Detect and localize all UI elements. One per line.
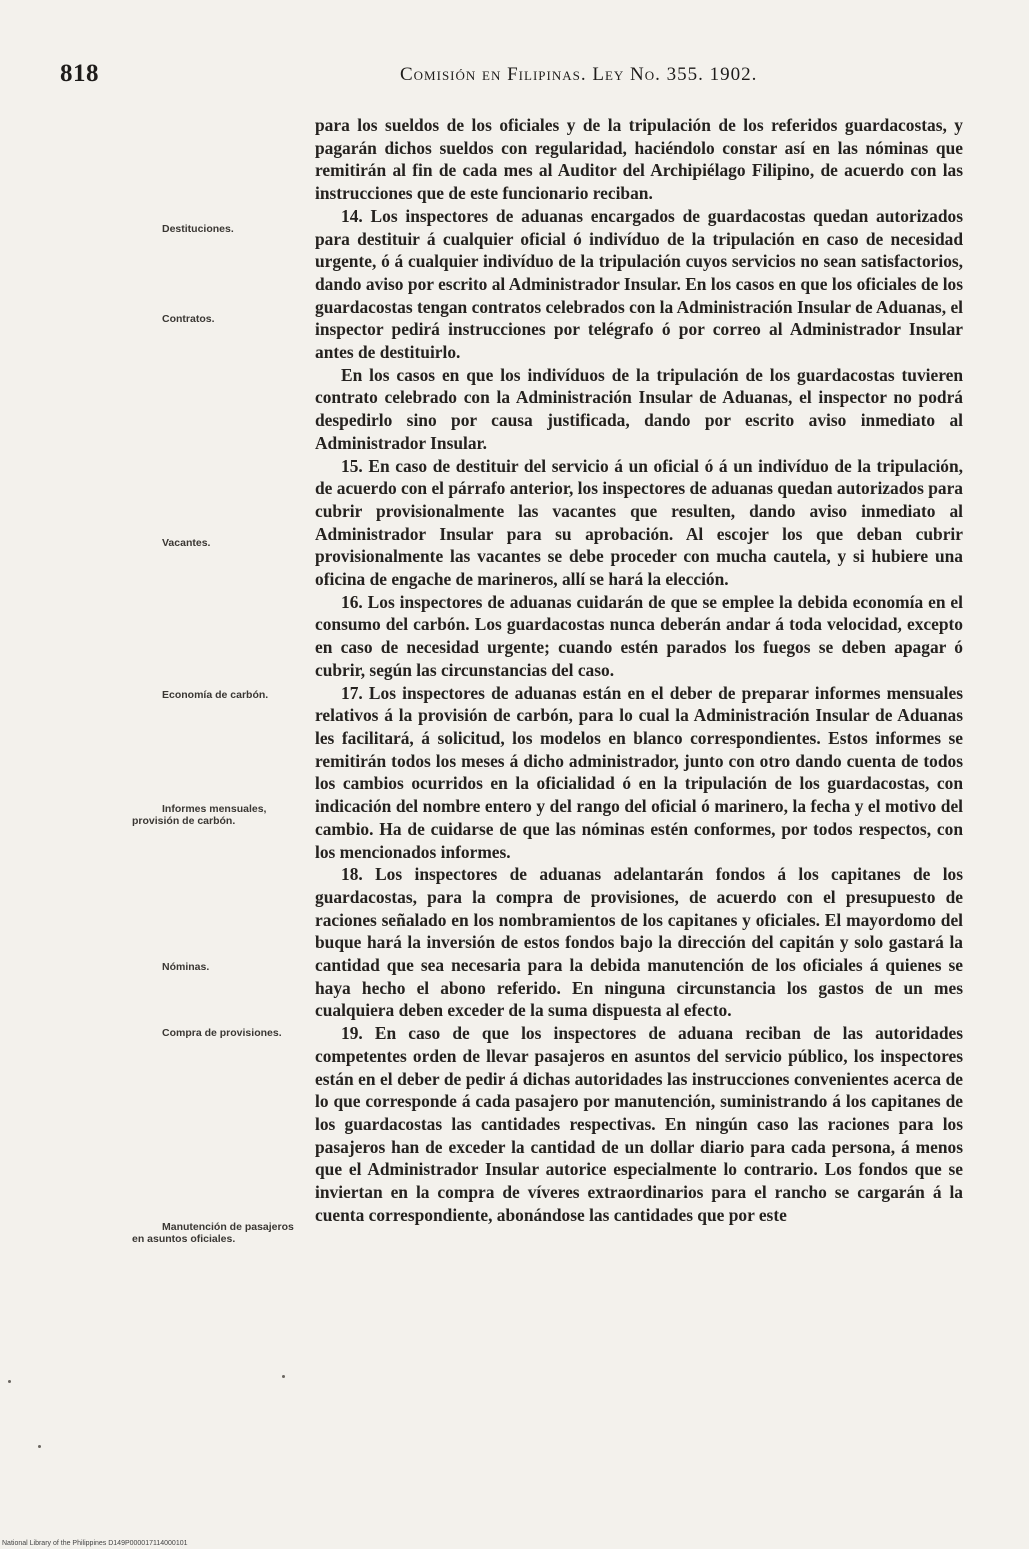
paragraph-14-b: En los casos en que los indivíduos de la tripulación de los guardacostas tuvieren contrato celebrado con la Administración Insular de Aduanas, el inspector no podrá despedirlo sino por causa justificada, dando por escrito aviso inmediato al Administrador Insular.	[315, 364, 963, 453]
scan-footer: National Library of the Philippines D149P000017114000101	[2, 1540, 188, 1547]
margin-note-destituciones: Destituciones.	[162, 223, 234, 235]
scan-speck	[38, 1445, 41, 1448]
scan-speck	[8, 1380, 11, 1383]
margin-note-manutencion-pasajeros: Manutención de pasajeros en asuntos oficiales.	[132, 1221, 294, 1245]
running-head: Comisión en Filipinas. Ley No. 355. 1902.	[400, 64, 758, 85]
paragraph-18: 18. Los inspectores de aduanas adelantarán fondos á los capitanes de los guardacostas, para la compra de provisiones, de acuerdo con el presupuesto de raciones señalado en los nombramientos de los capitanes y oficiales. El mayordomo del buque hará la inversión de estos fondos bajo la dirección del capitán y solo gastará la cantidad que sea necesaria para la debida manutención de los oficiales á quienes se haya hecho el abono referido. En ninguna circunstancia los gastos de un mes cualquiera deben exceder de la suma dispuesta al efecto.	[315, 864, 963, 1021]
margin-note-nominas: Nóminas.	[162, 961, 210, 973]
margin-note-informes-mensuales: Informes mensuales, provisión de carbón.	[132, 803, 267, 827]
scan-speck	[282, 1375, 285, 1378]
margin-note-contratos: Contratos.	[162, 313, 215, 325]
paragraph-continuation: para los sueldos de los oficiales y de la tripulación de los referidos guardacostas, y pagarán dichos sueldos con regularidad, haciéndolo constar así en las nóminas que remitirán al fin de cada mes al Auditor del Archipiélago Filipino, de acuerdo con las instrucciones que de este funcionario reciban.	[315, 115, 963, 204]
paragraph-16: 16. Los inspectores de aduanas cuidarán de que se emplee la debida economía en el consumo del carbón. Los guardacostas nunca deberán andar á toda velocidad, excepto en caso de necesidad urgente; cuando estén parados los fuegos se deben apagar ó cubrir, según las circunstancias del caso.	[315, 591, 963, 680]
margin-note-compra-provisiones: Compra de provisiones.	[162, 1027, 282, 1039]
margin-note-vacantes: Vacantes.	[162, 537, 211, 549]
margin-note-economia-carbon: Economía de carbón.	[162, 689, 269, 701]
paragraph-14: 14. Los inspectores de aduanas encargados de guardacostas quedan autorizados para destituir á cualquier oficial ó indivíduo de la tripulación en caso de necesidad urgente, ó á cualquier indivíduo de la tripulación cuyos servicios no sean satisfactorios, dando aviso por escrito al Administrador Insular. En los casos en que los oficiales de los guardacostas tengan contratos celebrados con la Administración Insular de Aduanas, el inspector pedirá instrucciones por telégrafo ó por correo al Administrador Insular antes de destituirlo.	[315, 205, 963, 363]
page-number: 818	[60, 60, 99, 87]
paragraph-15: 15. En caso de destituir del servicio á un oficial ó á un indivíduo de la tripulación, de acuerdo con el párrafo anterior, los inspectores de aduanas quedan autorizados para cubrir provisionalmente las vacantes que resulten, dando aviso inmediato al Administrador Insular para su aprobación. Al escojer los que deban cubrir provisionalmente las vacantes se debe proceder con mucha cautela, y si hubiere una oficina de engache de marineros, allí se hará la elección.	[315, 455, 963, 590]
paragraph-17: 17. Los inspectores de aduanas están en el deber de preparar informes mensuales relativos á la provisión de carbón, para lo cual la Administración Insular de Aduanas les facilitará, á solicitud, los modelos en blanco correspondientes. Estos informes se remitirán todos los meses á dicho administrador, junto con otro dando cuenta de todos los cambios ocurridos en la oficialidad ó en la tripulación de los guardacostas, con indicación del nombre entero y del rango del oficial ó marinero, la fecha y el motivo del cambio. Ha de cuidarse de que las nóminas estén conformes, por todos respectos, con los mencionados informes.	[315, 682, 963, 862]
page-header	[60, 60, 965, 90]
paragraph-19: 19. En caso de que los inspectores de aduana reciban de las autoridades competentes orden de llevar pasajeros en asuntos del servicio público, los inspectores están en el deber de pedir á dichas autoridades las instrucciones convenientes acerca de lo que corresponde á cada pasajero por manutención, suministrando á los capitanes de los guardacostas las cantidades respectivas. En ningún caso las raciones para los pasajeros han de exceder la cantidad de un dollar diario para cada persona, á menos que el Administrador Insular autorice especialmente lo contrario. Los fondos que se inviertan en la compra de víveres extraordinarios para el rancho se cargarán á la cuenta correspondiente, abonándose las cantidades que por este	[315, 1023, 963, 1225]
body-text	[315, 114, 963, 1226]
